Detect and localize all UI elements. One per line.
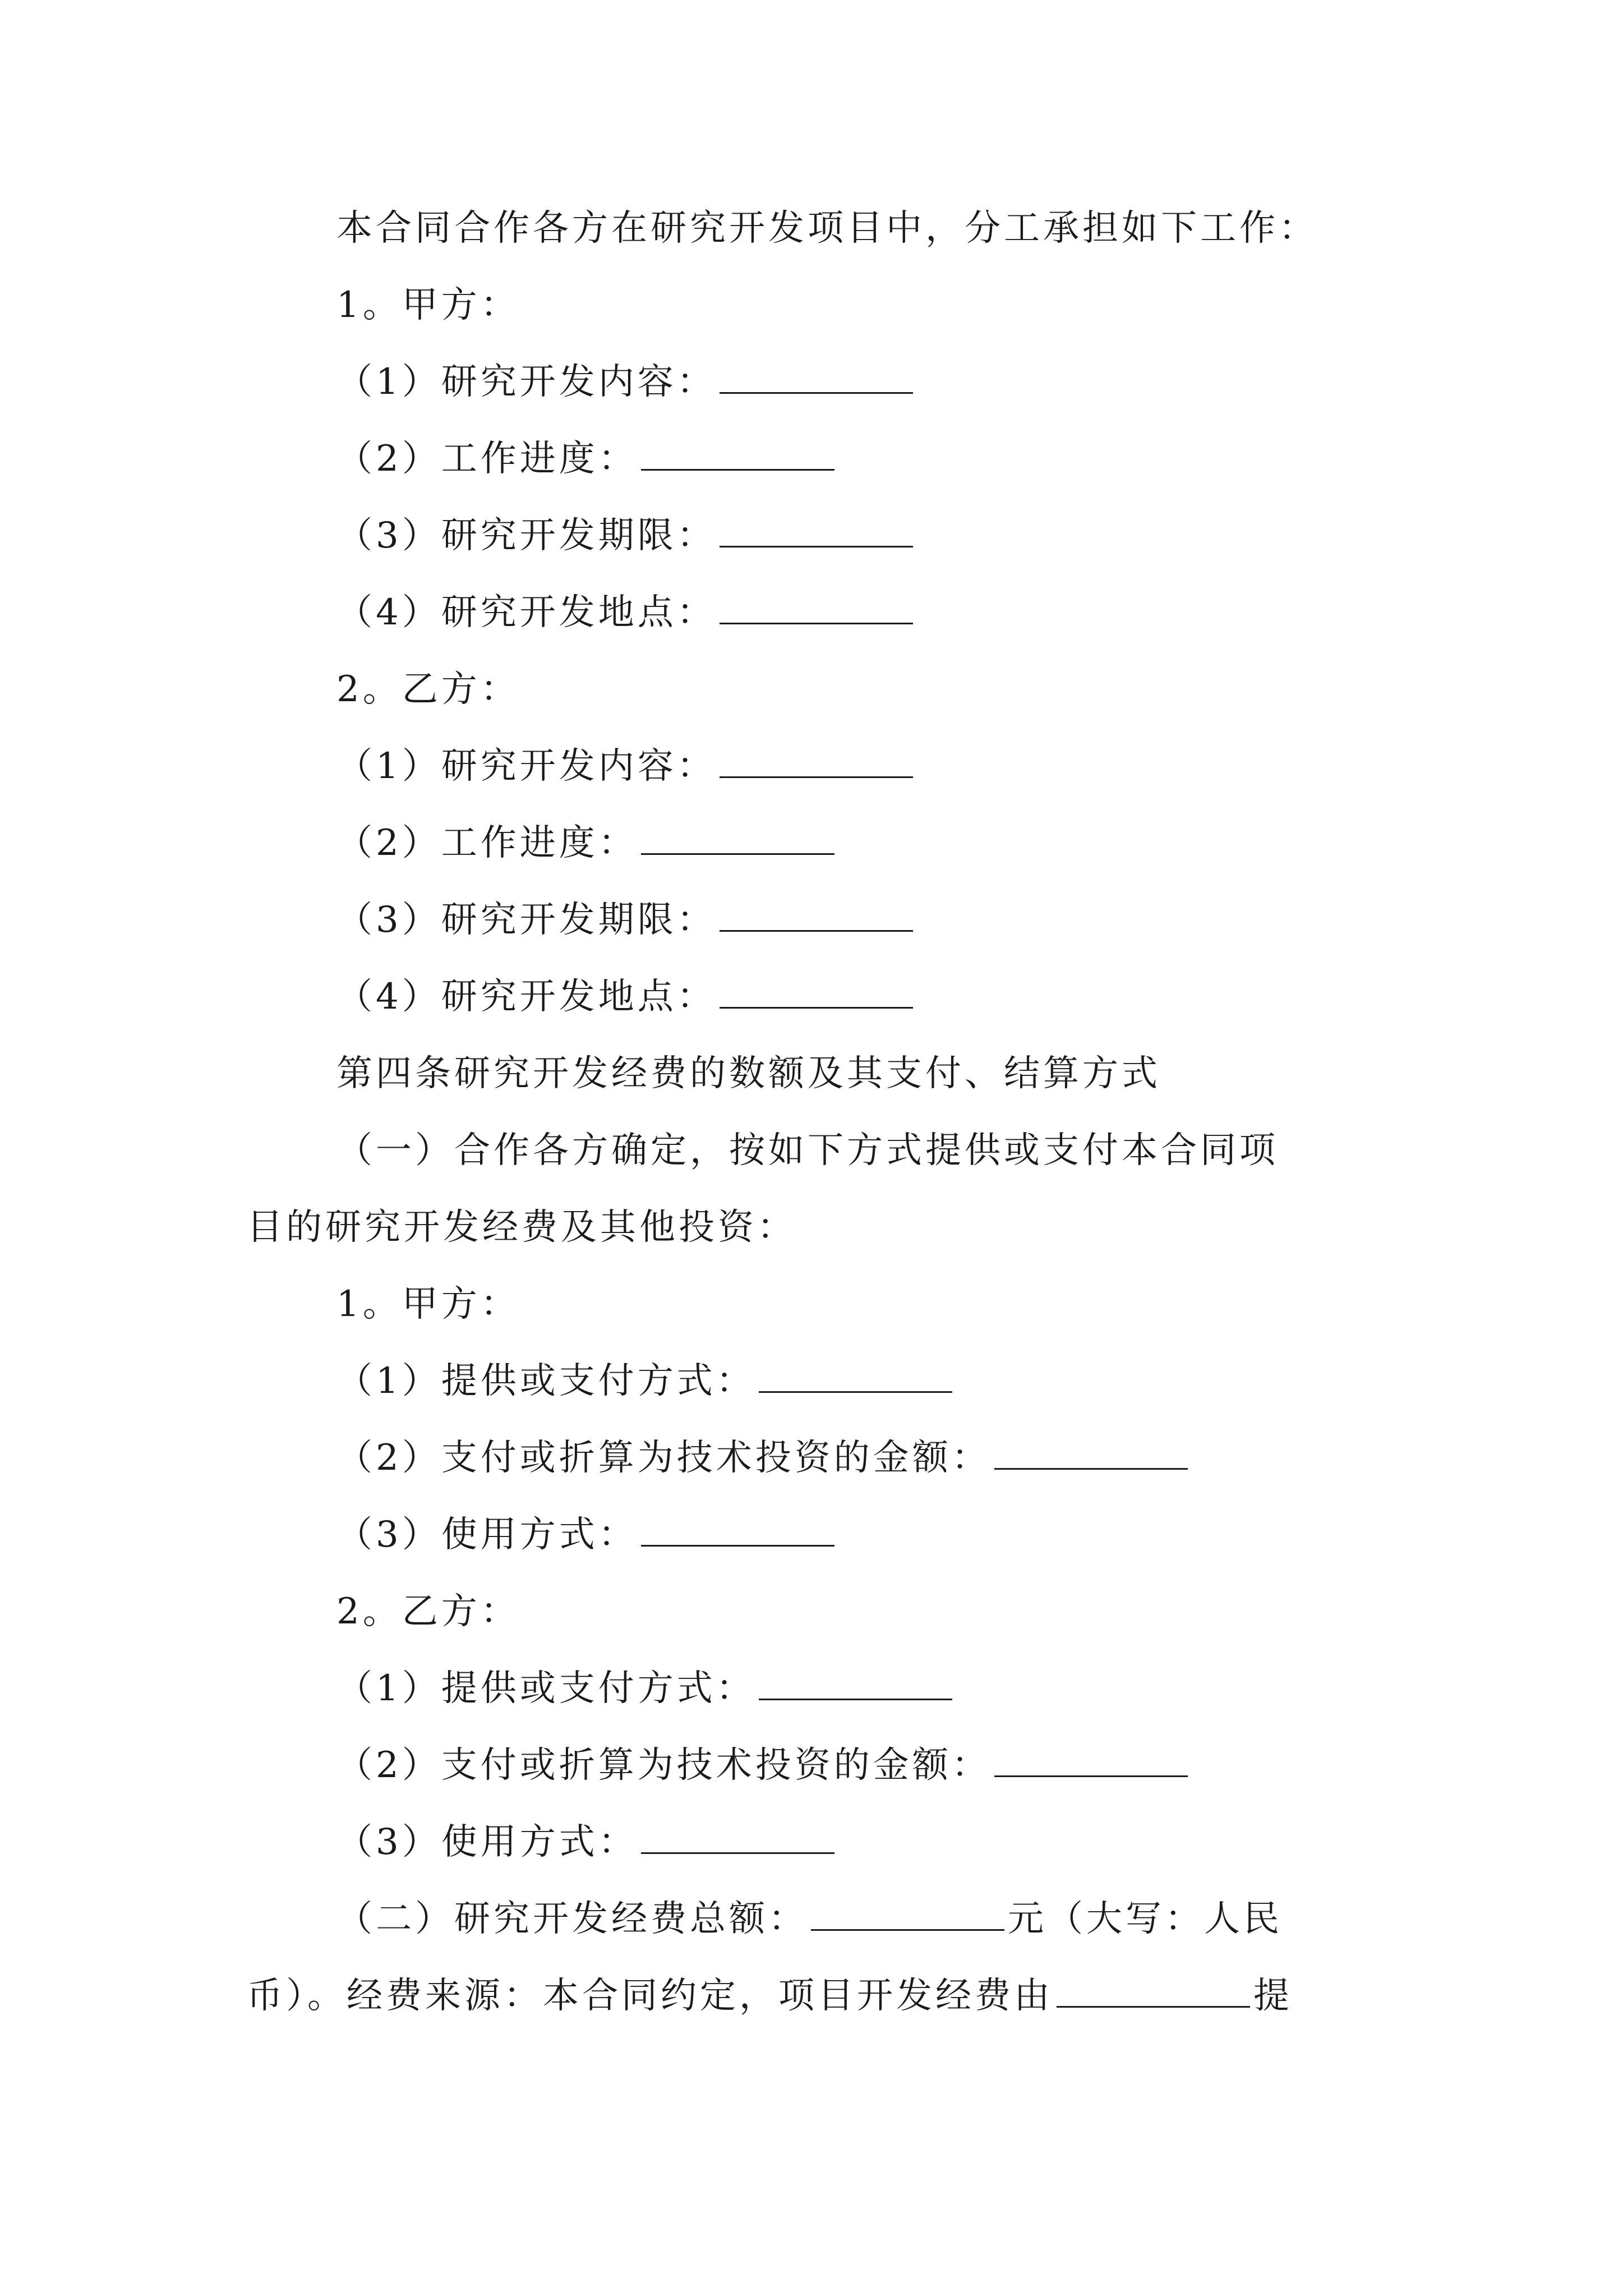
fill-blank	[720, 510, 913, 547]
party-b-period-field: （3）研究开发期限：	[336, 892, 916, 948]
fill-blank	[994, 1740, 1188, 1777]
funding-party-a-heading: 1。甲方：	[336, 1283, 520, 1325]
funding-party-a-usage-field: （3）使用方式：	[336, 1507, 838, 1563]
funding-paragraph-line-1: （一）合作各方确定，按如下方式提供或支付本合同项	[336, 1130, 1279, 1171]
funding-party-a-amount-field: （2）支付或折算为技术投资的金额：	[336, 1430, 1191, 1486]
article-four-heading: 第四条研究开发经费的数额及其支付、结算方式	[336, 1053, 1161, 1094]
funding-party-b-method-field: （1）提供或支付方式：	[336, 1660, 956, 1717]
party-b-progress-field: （2）工作进度：	[336, 815, 838, 871]
funding-party-b-amount-field: （2）支付或折算为技术投资的金额：	[336, 1737, 1191, 1793]
funding-party-b-usage-field: （3）使用方式：	[336, 1814, 838, 1870]
party-b-location-field: （4）研究开发地点：	[336, 969, 916, 1025]
fill-blank	[641, 817, 834, 855]
fill-blank	[720, 356, 913, 394]
fill-blank	[641, 433, 834, 471]
total-funding-line: （二）研究开发经费总额： 元（大写：人民	[336, 1891, 1283, 1947]
fill-blank	[720, 894, 913, 932]
fill-blank	[759, 1663, 952, 1700]
party-a-progress-field: （2）工作进度：	[336, 431, 838, 487]
intro-line: 本合同合作各方在研究开发项目中，分工承担如下工作：	[336, 208, 1318, 249]
fill-blank	[720, 971, 913, 1009]
party-a-heading: 1。甲方：	[336, 284, 520, 326]
fill-blank	[641, 1509, 834, 1547]
fill-blank	[759, 1355, 952, 1393]
fill-blank	[720, 587, 913, 624]
fill-blank	[720, 740, 913, 778]
fill-blank	[1057, 1970, 1250, 2008]
party-a-period-field: （3）研究开发期限：	[336, 508, 916, 564]
party-b-heading: 2。乙方：	[336, 669, 520, 710]
fill-blank	[641, 1816, 834, 1854]
party-a-content-field: （1）研究开发内容：	[336, 354, 916, 410]
funding-source-line: 币）。经费来源：本合同约定，项目开发经费由 提	[247, 1968, 1293, 2024]
party-b-content-field: （1）研究开发内容：	[336, 738, 916, 794]
funding-paragraph-line-2: 目的研究开发经费及其他投资：	[247, 1207, 796, 1248]
fill-blank	[994, 1432, 1188, 1470]
fill-blank	[811, 1893, 1004, 1931]
funding-party-b-heading: 2。乙方：	[336, 1591, 520, 1632]
party-a-location-field: （4）研究开发地点：	[336, 585, 916, 641]
funding-party-a-method-field: （1）提供或支付方式：	[336, 1353, 956, 1409]
